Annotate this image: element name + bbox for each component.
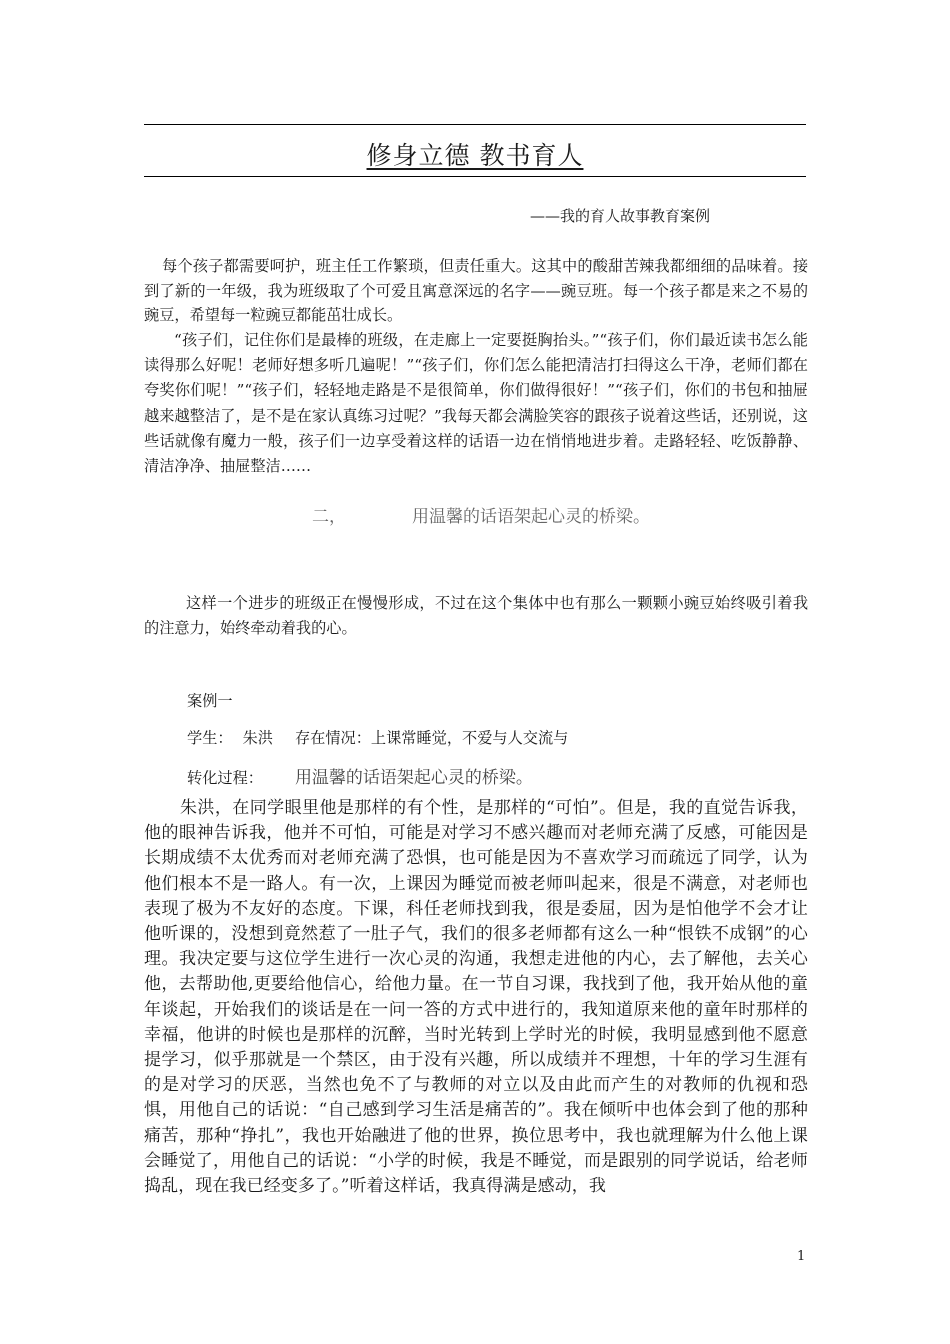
document-subtitle: ——我的育人故事教育案例 [530,207,711,225]
page-number: 1 [797,1249,806,1264]
section-number: 二， [312,507,346,527]
paragraph-quotes: “孩子们，记住你们是最棒的班级，在走廊上一定要挺胸抬头。”“孩子们，你们最近读书怎么能读得那么好呢！老师好想多听几遍呢！”“孩子们，你们怎么能把清洁打扫得这么干净，老师们都在夸奖你们呢！”“孩子们，轻轻地走路是不是很简单，你们做得很好！”“孩子们，你们的书包和抽屉越来越整洁了，是不是在家认真练习过呢？”我每天都会满脸笑容的跟孩子说着这些话，还别说，这些话就像有魔力一般，孩子们一边享受着这样的话语一边在悄悄地进步着。走路轻轻、吃饭静静、清洁净净、抽屉整洁…… [144,331,808,476]
title-underline-rule [144,176,806,177]
student-name: 朱洪 [242,729,273,747]
transform-line [187,763,533,788]
case-title: 案例一 [187,692,233,710]
paragraph-transition: 这样一个进步的班级正在慢慢形成，不过在这个集体中也有那么一颗颗小豌豆始终吸引着我的注意力，始终牵动着我的心。 [144,594,808,637]
paragraph-intro: 每个孩子都需要呵护，班主任工作繁琐，但责任重大。这其中的酸甜苦辣我都细细的品味着。接到了新的一年级，我为班级取了个可爱且寓意深远的名字——豌豆班。每一个孩子都是来之不易的豌豆，希望每一粒豌豆都能茁壮成长。 [144,257,808,324]
section-heading: 用温馨的话语架起心灵的桥梁。 [412,507,650,527]
situation-text: 上课常睡觉，不爱与人交流与 [370,729,569,747]
document-title: 修身立德 教书育人 [366,141,584,170]
top-rule [144,124,806,125]
transform-label: 转化过程： [187,769,263,787]
student-info-line [187,727,568,748]
situation-label: 存在情况： [294,729,371,747]
student-label: 学生： [187,729,233,747]
paragraph-case-story: 朱洪，在同学眼里他是那样的有个性，是那样的“可怕”。但是，我的直觉告诉我，他的眼神告诉我，他并不可怕，可能是对学习不感兴趣而对老师充满了反感，可能因是长期成绩不太优秀而对老师充满了恐惧，也可能是因为不喜欢学习而疏远了同学，认为他们根本不是一路人。有一次，上课因为睡觉而被老师叫起来，很是不满意，对老师也表现了极为不友好的态度。下课，科任老师找到我，很是委屈，因为是怕他学不会才让他听课的，没想到竟然惹了一肚子气，我们的很多老师都有这么一种“恨铁不成钢”的心理。我决定要与这位学生进行一次心灵的沟通，我想走进他的内心，去了解他，去关心他，去帮助他,更要给他信心，给他力量。在一节自习课，我找到了他，我开始从他的童年谈起，开始我们的谈话是在一问一答的方式中进行的，我知道原来他的童年时那样的幸福，他讲的时候也是那样的沉醉，当时光转到上学时光的时候，我明显感到他不愿意提学习，似乎那就是一个禁区，由于没有兴趣，所以成绩并不理想，十年的学习生涯有的是对学习的厌恶，当然也免不了与教师的对立以及由此而产生的对教师的仇视和恐惧，用他自己的话说：“自己感到学习生活是痛苦的”。我在倾听中也体会到了他的那种痛苦，那种“挣扎”，我也开始融进了他的世界，换位思考中，我也就理解为什么他上课会睡觉了，用他自己的话说：“小学的时候，我是不睡觉，而是跟别的同学说话，给老师捣乱，现在我已经变多了。”听着这样话，我真得满是感动，我 [144,798,808,1197]
transform-text: 用温馨的话语架起心灵的桥梁。 [294,768,533,788]
